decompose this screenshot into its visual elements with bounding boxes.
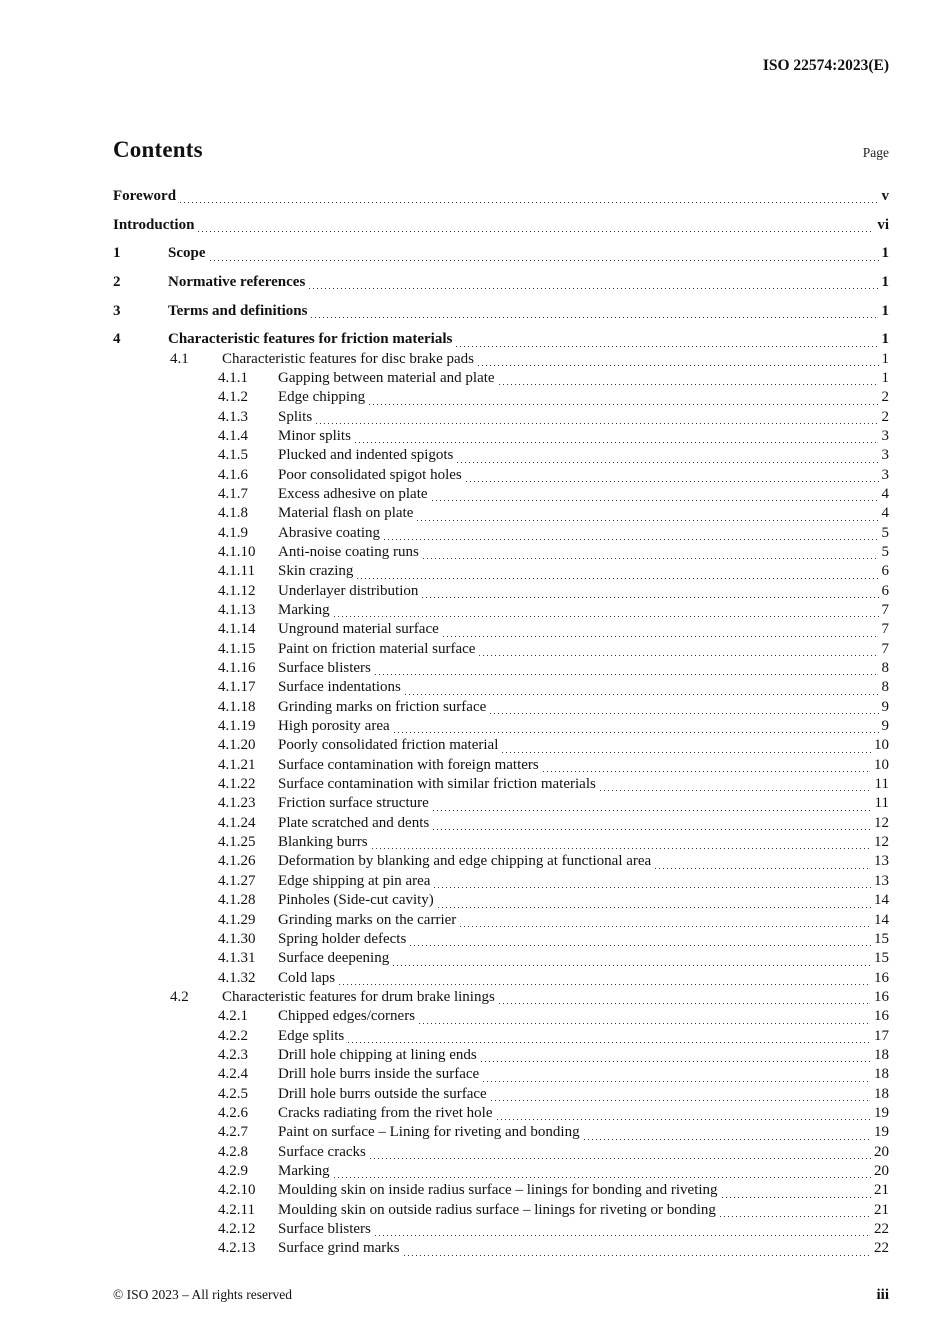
- toc-entry-number: 4.2.5: [218, 1085, 248, 1102]
- contents-heading-row: [113, 137, 889, 163]
- toc-entry-number: 4.1.25: [218, 834, 256, 851]
- toc-entry-page: 8: [881, 660, 889, 677]
- toc-entry-page: 16: [874, 969, 889, 986]
- toc-entry[interactable]: [113, 467, 889, 486]
- toc-entry-number: 4.2.8: [218, 1143, 248, 1160]
- toc-entry-number: 2: [113, 273, 121, 290]
- dotted-leader: [180, 202, 878, 203]
- toc-entry-page: 6: [881, 582, 889, 599]
- toc-entry-label: Normative references: [168, 273, 306, 290]
- toc-entry-number: 4.1.26: [218, 853, 256, 870]
- toc-entry-number: 4.1.12: [218, 582, 256, 599]
- toc-entry[interactable]: [113, 351, 889, 370]
- toc-entry-page: 1: [881, 369, 889, 386]
- toc-entry-number: 4.1.17: [218, 679, 256, 696]
- toc-entry-number: 4.1.11: [218, 563, 255, 580]
- toc-entry-page: 21: [874, 1201, 889, 1218]
- toc-entry[interactable]: [113, 621, 889, 640]
- toc-entry-page: 11: [874, 795, 889, 812]
- toc-entry-page: 2: [881, 408, 889, 425]
- toc-entry-page: 1: [881, 302, 889, 319]
- toc-entry[interactable]: [113, 486, 889, 505]
- toc-entry-page: 9: [881, 718, 889, 735]
- toc-entry-number: 4.2.11: [218, 1201, 255, 1218]
- toc-entry-label: Scope: [168, 245, 206, 262]
- toc-entry-label: Drill hole burrs outside the surface: [278, 1085, 487, 1102]
- dotted-leader: [309, 288, 878, 289]
- toc-entry-number: 4.2.6: [218, 1104, 248, 1121]
- dotted-leader: [417, 520, 878, 521]
- toc-entry[interactable]: [113, 757, 889, 776]
- toc-entry-page: 2: [881, 389, 889, 406]
- toc-entry[interactable]: [113, 795, 889, 814]
- toc-entry[interactable]: [113, 447, 889, 466]
- toc-entry[interactable]: [113, 331, 889, 350]
- toc-entry-number: 4.2.2: [218, 1027, 248, 1044]
- dotted-leader: [370, 1158, 871, 1159]
- toc-entry-page: 15: [874, 950, 889, 967]
- dotted-leader: [210, 260, 879, 261]
- dotted-leader: [722, 1197, 871, 1198]
- toc-entry-label: Gapping between material and plate: [278, 369, 495, 386]
- toc-entry[interactable]: [113, 563, 889, 582]
- toc-entry[interactable]: [113, 1221, 889, 1240]
- toc-entry[interactable]: [113, 428, 889, 447]
- toc-entry[interactable]: [113, 834, 889, 853]
- dotted-leader: [375, 674, 879, 675]
- toc-entry-label: Surface grind marks: [278, 1240, 400, 1257]
- toc-entry-label: Minor splits: [278, 427, 351, 444]
- dotted-leader: [198, 231, 874, 232]
- dotted-leader: [405, 694, 879, 695]
- dotted-leader: [423, 558, 879, 559]
- page-number: iii: [876, 1287, 889, 1303]
- toc-entry[interactable]: [113, 815, 889, 834]
- toc-entry-number: 4.1.21: [218, 756, 256, 773]
- toc-entry[interactable]: [113, 544, 889, 563]
- toc-entry[interactable]: [113, 641, 889, 660]
- toc-entry-page: 12: [874, 814, 889, 831]
- toc-entry[interactable]: [113, 1086, 889, 1105]
- toc-entry-page: 5: [881, 524, 889, 541]
- toc-entry-label: Cold laps: [278, 969, 336, 986]
- toc-entry-label: Poorly consolidated friction material: [278, 737, 499, 754]
- toc-entry-page: 3: [881, 466, 889, 483]
- toc-entry-number: 4.1.23: [218, 795, 256, 812]
- toc-entry-page: 9: [881, 698, 889, 715]
- toc-entry-number: 4.1.20: [218, 737, 256, 754]
- toc-entry-label: Surface deepening: [278, 950, 390, 967]
- toc-entry-number: 4.1.28: [218, 892, 256, 909]
- dotted-leader: [355, 442, 879, 443]
- toc-entry-page: 20: [874, 1143, 889, 1160]
- toc-entry-page: 18: [874, 1085, 889, 1102]
- toc-entry-page: 1: [881, 273, 889, 290]
- dotted-leader: [491, 1100, 871, 1101]
- toc-entry[interactable]: [113, 776, 889, 795]
- dotted-leader: [502, 752, 871, 753]
- toc-entry-number: 4.1.16: [218, 660, 256, 677]
- toc-entry-page: 14: [874, 892, 889, 909]
- toc-entry[interactable]: [113, 583, 889, 602]
- dotted-leader: [334, 616, 879, 617]
- toc-entry-label: Marking: [278, 1162, 330, 1179]
- toc-entry-number: 4.1.2: [218, 389, 248, 406]
- dotted-leader: [479, 655, 878, 656]
- toc-entry[interactable]: [113, 274, 889, 293]
- toc-entry-page: 13: [874, 872, 889, 889]
- toc-entry-label: Plate scratched and dents: [278, 814, 430, 831]
- toc-entry-label: Surface blisters: [278, 660, 371, 677]
- dotted-leader: [372, 848, 871, 849]
- toc-entry-number: 4.2.10: [218, 1182, 256, 1199]
- dotted-leader: [410, 945, 871, 946]
- toc-entry-label: Surface contamination with foreign matters: [278, 756, 539, 773]
- toc-entry-page: 11: [874, 776, 889, 793]
- toc-entry-number: 4.1.6: [218, 466, 248, 483]
- dotted-leader: [543, 771, 871, 772]
- toc-entry-label: Terms and definitions: [168, 302, 308, 319]
- toc-entry-label: Drill hole burrs inside the surface: [278, 1066, 480, 1083]
- toc-entry-number: 4.1.18: [218, 698, 256, 715]
- dotted-leader: [483, 1081, 871, 1082]
- dotted-leader: [348, 1042, 871, 1043]
- toc-entry-label: Skin crazing: [278, 563, 354, 580]
- toc-entry-number: 4.1.13: [218, 602, 256, 619]
- dotted-leader: [481, 1061, 871, 1062]
- toc-entry-page: 19: [874, 1124, 889, 1141]
- toc-entry[interactable]: [113, 1240, 889, 1259]
- toc-entry[interactable]: [113, 1008, 889, 1027]
- toc-entry-page: 1: [881, 245, 889, 262]
- toc-entry-label: Edge chipping: [278, 389, 366, 406]
- toc-entry-number: 4.1.29: [218, 911, 256, 928]
- toc-entry[interactable]: [113, 602, 889, 621]
- toc-entry-number: 3: [113, 302, 121, 319]
- toc-entry-page: 7: [881, 602, 889, 619]
- toc-entry-page: 20: [874, 1162, 889, 1179]
- toc-entry-label: Characteristic features for drum brake linings: [222, 988, 495, 1005]
- toc-entry-page: 16: [874, 1008, 889, 1025]
- toc-entry-label: Plucked and indented spigots: [278, 447, 454, 464]
- toc-entry-page: 3: [881, 427, 889, 444]
- toc-entry[interactable]: [113, 188, 889, 207]
- toc-entry[interactable]: [113, 912, 889, 931]
- toc-entry-page: 22: [874, 1221, 889, 1238]
- toc-entry-page: 7: [881, 621, 889, 638]
- toc-entry-page: v: [881, 188, 889, 204]
- toc-entry-page: 13: [874, 853, 889, 870]
- toc-entry-page: 21: [874, 1182, 889, 1199]
- toc-entry-page: 16: [874, 988, 889, 1005]
- toc-entry[interactable]: [113, 970, 889, 989]
- toc-entry-number: 4.1.7: [218, 485, 248, 502]
- toc-entry[interactable]: [113, 1028, 889, 1047]
- dotted-leader: [584, 1139, 871, 1140]
- toc-entry-page: 8: [881, 679, 889, 696]
- toc-entry-page: 4: [881, 505, 889, 522]
- dotted-leader: [394, 732, 879, 733]
- toc-entry-number: 4.1.15: [218, 640, 256, 657]
- toc-entry[interactable]: [113, 1163, 889, 1182]
- page-column-label: Page: [862, 145, 889, 160]
- toc-entry-label: Drill hole chipping at lining ends: [278, 1046, 477, 1063]
- toc-entry-label: Friction surface structure: [278, 795, 429, 812]
- table-of-contents: [113, 188, 889, 1260]
- dotted-leader: [369, 404, 878, 405]
- toc-entry-label: Chipped edges/corners: [278, 1008, 416, 1025]
- toc-entry-label: Blanking burrs: [278, 834, 368, 851]
- toc-entry-number: 4.1.4: [218, 427, 248, 444]
- toc-entry-number: 4.2.12: [218, 1221, 256, 1238]
- toc-entry[interactable]: [113, 409, 889, 428]
- dotted-leader: [311, 317, 878, 318]
- dotted-leader: [316, 423, 878, 424]
- dotted-leader: [384, 539, 878, 540]
- copyright-notice: © ISO 2023 – All rights reserved: [113, 1287, 292, 1302]
- toc-entry-label: Anti-noise coating runs: [278, 543, 419, 560]
- toc-entry-page: 3: [881, 447, 889, 464]
- toc-entry-label: Edge shipping at pin area: [278, 872, 431, 889]
- toc-entry[interactable]: [113, 1105, 889, 1124]
- toc-entry[interactable]: [113, 660, 889, 679]
- toc-entry-number: 4.2.1: [218, 1008, 248, 1025]
- dotted-leader: [490, 713, 878, 714]
- toc-entry[interactable]: [113, 217, 889, 236]
- toc-entry-number: 4.2.9: [218, 1162, 248, 1179]
- dotted-leader: [357, 578, 878, 579]
- toc-entry-page: 14: [874, 911, 889, 928]
- toc-entry-label: Introduction: [113, 216, 195, 233]
- toc-entry-page: 15: [874, 930, 889, 947]
- toc-entry[interactable]: [113, 1066, 889, 1085]
- toc-entry[interactable]: [113, 1144, 889, 1163]
- toc-entry-page: 18: [874, 1046, 889, 1063]
- toc-entry-label: Moulding skin on inside radius surface – linings for bonding and riveting: [278, 1182, 718, 1199]
- toc-entry-label: Cracks radiating from the rivet hole: [278, 1104, 493, 1121]
- toc-entry-page: 7: [881, 640, 889, 657]
- toc-entry-number: 4.1.10: [218, 543, 256, 560]
- document-footer: [113, 1287, 889, 1304]
- toc-entry-number: 4.1.32: [218, 969, 256, 986]
- dotted-leader: [456, 346, 878, 347]
- toc-entry-label: Surface indentations: [278, 679, 401, 696]
- toc-entry-number: 4.1.9: [218, 524, 248, 541]
- dotted-leader: [432, 500, 879, 501]
- toc-entry-page: 12: [874, 834, 889, 851]
- toc-entry-number: 4.1: [170, 350, 189, 367]
- toc-entry-label: Surface cracks: [278, 1143, 366, 1160]
- dotted-leader: [499, 1003, 871, 1004]
- toc-entry-number: 4.1.3: [218, 408, 248, 425]
- toc-entry-number: 4.1.22: [218, 776, 256, 793]
- toc-entry-number: 4.2.7: [218, 1124, 248, 1141]
- toc-entry-label: Deformation by blanking and edge chipping at functional area: [278, 853, 652, 870]
- dotted-leader: [457, 462, 878, 463]
- dotted-leader: [404, 1255, 871, 1256]
- toc-entry[interactable]: [113, 853, 889, 872]
- toc-entry-label: Paint on surface – Lining for riveting and bonding: [278, 1124, 580, 1141]
- toc-entry-page: 19: [874, 1104, 889, 1121]
- toc-entry-number: 4.1.5: [218, 447, 248, 464]
- toc-entry[interactable]: [113, 931, 889, 950]
- toc-entry[interactable]: [113, 679, 889, 698]
- toc-entry-page: 10: [874, 756, 889, 773]
- toc-entry-label: Surface contamination with similar friction materials: [278, 776, 596, 793]
- toc-entry[interactable]: [113, 699, 889, 718]
- toc-entry-label: Characteristic features for friction materials: [168, 331, 453, 348]
- dotted-leader: [499, 384, 879, 385]
- dotted-leader: [419, 1023, 871, 1024]
- toc-entry-label: Material flash on plate: [278, 505, 414, 522]
- dotted-leader: [422, 597, 878, 598]
- toc-entry-page: 18: [874, 1066, 889, 1083]
- toc-entry-number: 4.2.3: [218, 1046, 248, 1063]
- toc-entry[interactable]: [113, 303, 889, 322]
- toc-entry[interactable]: [113, 873, 889, 892]
- toc-entry[interactable]: [113, 505, 889, 524]
- toc-entry-label: Moulding skin on outside radius surface – linings for riveting or bonding: [278, 1201, 716, 1218]
- dotted-leader: [375, 1235, 871, 1236]
- toc-entry[interactable]: [113, 737, 889, 756]
- toc-entry-label: Paint on friction material surface: [278, 640, 476, 657]
- toc-entry-label: Pinholes (Side-cut cavity): [278, 892, 434, 909]
- toc-entry[interactable]: [113, 1047, 889, 1066]
- dotted-leader: [433, 829, 871, 830]
- toc-entry[interactable]: [113, 892, 889, 911]
- dotted-leader: [720, 1216, 871, 1217]
- toc-entry-label: High porosity area: [278, 718, 390, 735]
- toc-entry-page: 17: [874, 1027, 889, 1044]
- dotted-leader: [334, 1177, 871, 1178]
- toc-entry[interactable]: [113, 525, 889, 544]
- toc-entry-label: Grinding marks on friction surface: [278, 698, 487, 715]
- toc-entry-label: Splits: [278, 408, 313, 425]
- toc-entry-page: 10: [874, 737, 889, 754]
- toc-entry-page: 6: [881, 563, 889, 580]
- toc-entry[interactable]: [113, 389, 889, 408]
- toc-entry-page: 5: [881, 543, 889, 560]
- dotted-leader: [443, 636, 879, 637]
- toc-entry-number: 4.2.4: [218, 1066, 248, 1083]
- toc-entry[interactable]: [113, 989, 889, 1008]
- toc-entry-label: Grinding marks on the carrier: [278, 911, 457, 928]
- dotted-leader: [438, 907, 871, 908]
- doc-reference: ISO 22574:2023(E): [762, 57, 889, 74]
- toc-entry-label: Marking: [278, 602, 330, 619]
- toc-entry[interactable]: [113, 950, 889, 969]
- toc-entry-page: 4: [881, 485, 889, 502]
- dotted-leader: [600, 790, 872, 791]
- dotted-leader: [434, 887, 871, 888]
- toc-entry-page: 1: [881, 331, 889, 348]
- toc-entry-number: 4.1.24: [218, 814, 256, 831]
- toc-entry-number: 4.1.31: [218, 950, 256, 967]
- toc-entry[interactable]: [113, 1182, 889, 1201]
- toc-entry-label: Surface blisters: [278, 1221, 371, 1238]
- toc-entry-label: Spring holder defects: [278, 930, 407, 947]
- dotted-leader: [497, 1119, 871, 1120]
- toc-entry[interactable]: [113, 245, 889, 264]
- toc-entry[interactable]: [113, 1202, 889, 1221]
- toc-entry-page: 1: [881, 350, 889, 367]
- toc-entry-number: 4.1.27: [218, 872, 256, 889]
- toc-entry-number: 4.1.8: [218, 505, 248, 522]
- toc-entry-number: 4.1.19: [218, 718, 256, 735]
- toc-entry-number: 4.1.30: [218, 930, 256, 947]
- toc-entry[interactable]: [113, 718, 889, 737]
- toc-entry-label: Abrasive coating: [278, 524, 381, 541]
- toc-entry-label: Excess adhesive on plate: [278, 485, 428, 502]
- toc-entry-label: Unground material surface: [278, 621, 439, 638]
- toc-entry[interactable]: [113, 1124, 889, 1143]
- toc-entry-number: 4.2.13: [218, 1240, 256, 1257]
- document-header: [113, 0, 889, 75]
- dotted-leader: [433, 810, 872, 811]
- dotted-leader: [460, 926, 871, 927]
- toc-entry-label: Foreword: [113, 188, 177, 204]
- toc-entry-number: 4: [113, 331, 121, 348]
- dotted-leader: [339, 984, 871, 985]
- toc-entry-label: Edge splits: [278, 1027, 345, 1044]
- dotted-leader: [466, 481, 879, 482]
- toc-entry[interactable]: [113, 370, 889, 389]
- toc-entry-page: vi: [877, 216, 889, 233]
- toc-entry-number: 4.1.1: [218, 369, 248, 386]
- toc-entry-label: Underlayer distribution: [278, 582, 419, 599]
- dotted-leader: [393, 965, 871, 966]
- toc-entry-number: 4.2: [170, 988, 189, 1005]
- toc-entry-page: 22: [874, 1240, 889, 1257]
- contents-title: Contents: [113, 137, 203, 162]
- toc-entry-number: 1: [113, 245, 121, 262]
- dotted-leader: [478, 365, 879, 366]
- toc-entry-label: Poor consolidated spigot holes: [278, 466, 462, 483]
- toc-entry-label: Characteristic features for disc brake pads: [222, 350, 474, 367]
- dotted-leader: [655, 868, 871, 869]
- toc-entry-number: 4.1.14: [218, 621, 256, 638]
